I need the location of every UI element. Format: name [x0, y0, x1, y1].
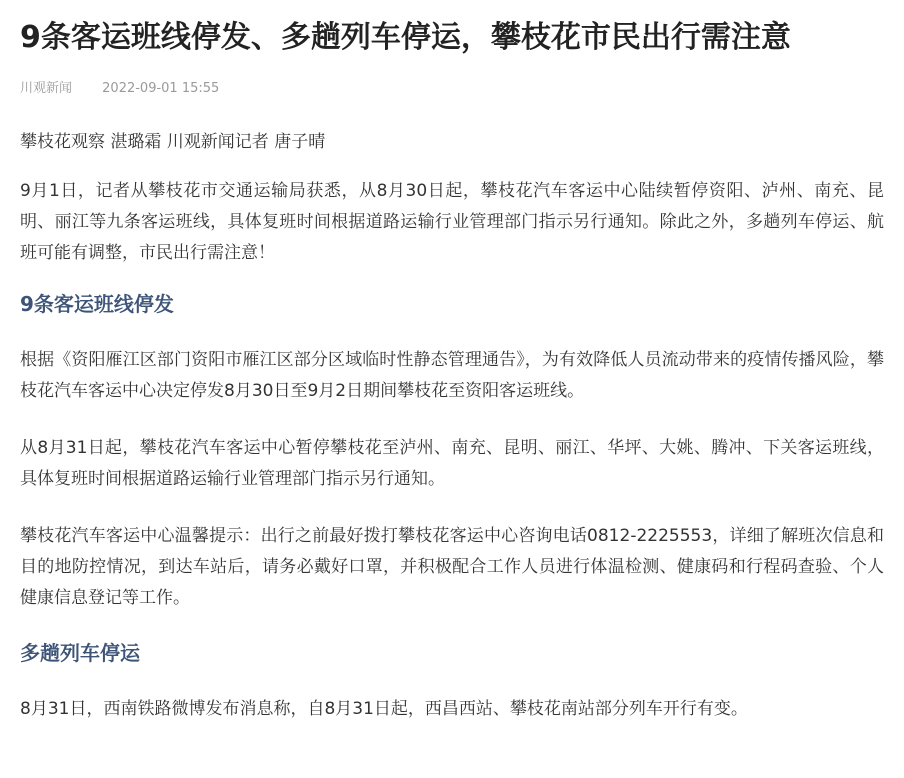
paragraph: 根据《资阳雁江区部门资阳市雁江区部分区域临时性静态管理通告》，为有效降低人员流动带来的疫情传播风险，攀枝花汽车客运中心决定停发8月30日至9月2日期间攀枝花至资阳客运班线。	[20, 350, 884, 401]
source-link[interactable]: 川观新闻	[20, 81, 73, 96]
paragraph: 9月1日，记者从攀枝花市交通运输局获悉，从8月30日起，攀枝花汽车客运中心陆续暂停资阳、泸州、南充、昆明、丽江等九条客运班线，具体复班时间根据道路运输行业管理部门指示另行通知。除此之外，多趟列车停运、航班可能有调整，市民出行需注意！	[20, 181, 884, 263]
paragraph: 从8月31日起，攀枝花汽车客运中心暂停攀枝花至泸州、南充、昆明、丽江、华坪、大姚、腾冲、下关客运班线，具体复班时间根据道路运输行业管理部门指示另行通知。	[20, 438, 884, 489]
byline: 攀枝花观察 湛璐霜 川观新闻记者 唐子晴	[20, 132, 326, 152]
article-title: 9条客运班线停发、多趟列车停运，攀枝花市民出行需注意	[20, 20, 791, 55]
section-heading: 9条客运班线停发	[20, 292, 174, 316]
paragraph: 攀枝花汽车客运中心温馨提示：出行之前最好拨打攀枝花客运中心咨询电话0812-2225553，详细了解班次信息和目的地防控情况，到达车站后，请务必戴好口罩，并积极配合工作人员进行体温检测、健康码和行程码查验、个人健康信息登记等工作。	[20, 526, 884, 608]
article-meta	[20, 79, 884, 99]
paragraph: 8月31日，西南铁路微博发布消息称，自8月31日起，西昌西站、攀枝花南站部分列车开行有变。	[20, 699, 748, 719]
section-heading: 多趟列车停运	[20, 641, 140, 665]
publish-time: 2022-09-01 15:55	[102, 81, 220, 96]
